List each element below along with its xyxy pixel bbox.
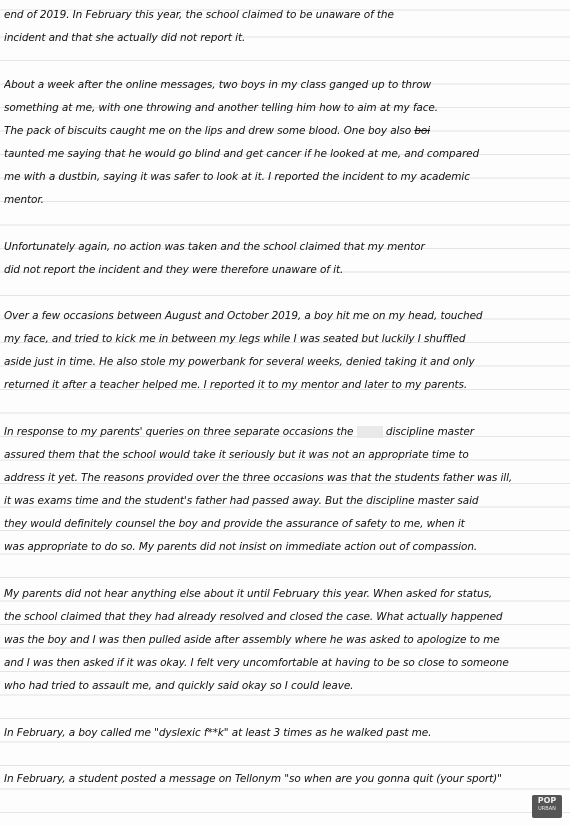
letter-line: returned it after a teacher helped me. I reported it to my mentor and later to my parents. (4, 379, 468, 391)
letter-line: my face, and tried to kick me in between my legs while I was seated but luckily I shuffled (4, 333, 466, 345)
letter-line: it was exams time and the student's father had passed away. But the discipline master said (4, 495, 479, 507)
redacted-name (357, 426, 383, 438)
publisher-logo (532, 795, 562, 818)
letter-line: mentor. (4, 194, 44, 206)
letter-line: Unfortunately again, no action was taken and the school claimed that my mentor (4, 241, 425, 253)
letter-line: assured them that the school would take it seriously but it was not an appropriate time to (4, 449, 469, 461)
letter-line: In February, a boy called me "dyslexic f**k" at least 3 times as he walked past me. (4, 727, 432, 739)
letter-line-text: The pack of biscuits caught me on the lips and drew some blood. One boy also (4, 125, 412, 137)
logo-line1: POP (537, 796, 557, 805)
letter-line: In February, a student posted a message on Tellonym "so when are you gonna quit (your sport)" (4, 773, 502, 785)
letter-line: My parents did not hear anything else about it until February this year. When asked for status, (4, 588, 493, 600)
letter-line (4, 425, 566, 439)
logo-line2: URBAN (538, 806, 556, 812)
letter-line: they would definitely counsel the boy and provide the assurance of safety to me, when it (4, 518, 465, 530)
letter-line: and I was then asked if it was okay. I felt very uncomfortable at having to be so close to someone (4, 657, 509, 669)
letter-line (4, 124, 566, 138)
letter-line: was appropriate to do so. My parents did not insist on immediate action out of compassion. (4, 541, 478, 553)
letter-line: the school claimed that they had already resolved and closed the case. What actually happened (4, 611, 503, 623)
letter-line-text: In response to my parents' queries on three separate occasions the (4, 426, 354, 438)
letter-line-text: discipline master (385, 426, 474, 438)
letter-line: who had tried to assault me, and quickly said okay so I could leave. (4, 680, 354, 692)
letter-line: me with a dustbin, saying it was safer to look at it. I reported the incident to my academic (4, 171, 470, 183)
letter-line: taunted me saying that he would go blind and get cancer if he looked at me, and compared (4, 148, 480, 160)
letter-line: Over a few occasions between August and October 2019, a boy hit me on my head, touched (4, 310, 483, 322)
letter-line: About a week after the online messages, two boys in my class ganged up to throw (4, 79, 431, 91)
letter-line: was the boy and I was then pulled aside after assembly where he was asked to apologize to me (4, 634, 500, 646)
letter-line: did not report the incident and they were therefore unaware of it. (4, 264, 344, 276)
letter-line: aside just in time. He also stole my powerbank for several weeks, denied taking it and only (4, 356, 475, 368)
letter-line: address it yet. The reasons provided over the three occasions was that the students father was ill, (4, 472, 513, 484)
struck-word: boi (414, 125, 431, 137)
letter-line: something at me, with one throwing and another telling him how to aim at my face. (4, 102, 439, 114)
letter-line: end of 2019. In February this year, the school claimed to be unaware of the (4, 9, 394, 21)
letter-line: incident and that she actually did not report it. (4, 32, 246, 44)
